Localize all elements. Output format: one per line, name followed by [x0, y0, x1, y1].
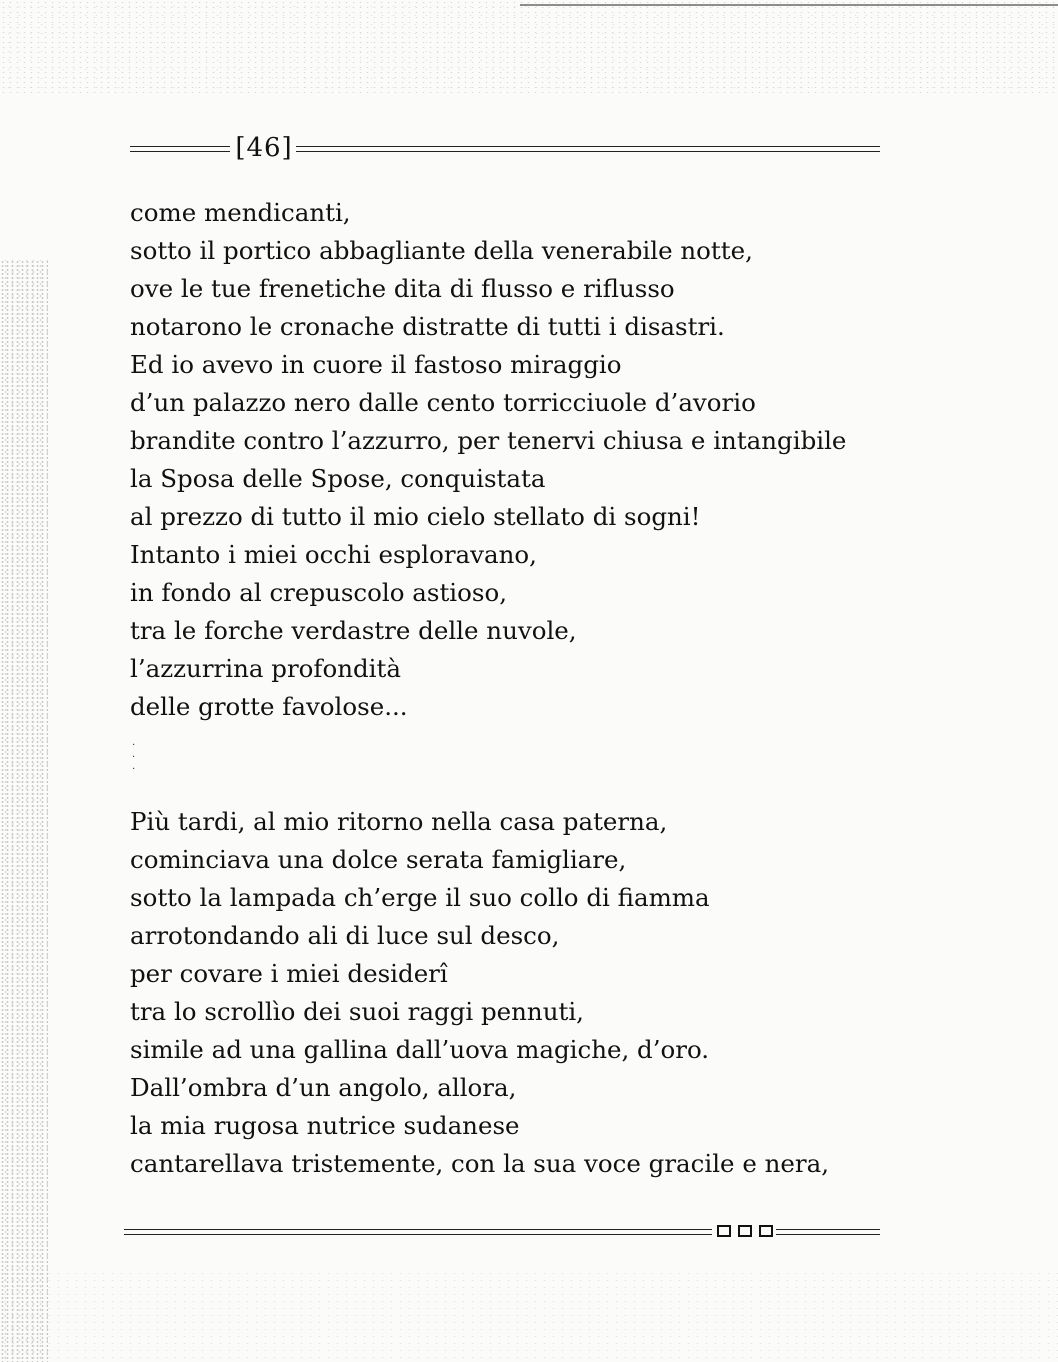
verse-line: notarono le cronache distratte di tutti i disastri.	[130, 312, 725, 341]
verse-line: arrotondando ali di luce sul desco,	[130, 921, 560, 950]
verse-line: tra lo scrollìo dei suoi raggi pennuti,	[130, 997, 584, 1026]
verse-line: Ed io avevo in cuore il fastoso miraggio	[130, 350, 622, 379]
stanza-2	[130, 803, 900, 1183]
verse-line: cominciava una dolce serata famigliare,	[130, 845, 627, 874]
page-footer	[124, 1224, 880, 1244]
ornament-box-icon	[738, 1225, 752, 1237]
verse-line: tra le forche verdastre delle nuvole,	[130, 616, 577, 645]
ornament-box-icon	[717, 1225, 731, 1237]
verse-line: in fondo al crepuscolo astioso,	[130, 578, 507, 607]
page-header	[130, 130, 880, 166]
ornament-box-icon	[759, 1225, 773, 1237]
verse-line: al prezzo di tutto il mio cielo stellato di sogni!	[130, 502, 701, 531]
verse-line: cantarellava tristemente, con la sua voce gracile e nera,	[130, 1149, 829, 1178]
verse-line: simile ad una gallina dall’uova magiche, d’oro.	[130, 1035, 710, 1064]
header-rule-left	[130, 146, 230, 152]
verse-line: brandite contro l’azzurro, per tenervi chiusa e intangibile	[130, 426, 847, 455]
verse-line: la Sposa delle Spose, conquistata	[130, 464, 546, 493]
scan-noise-top	[0, 0, 1058, 95]
verse-line: sotto il portico abbagliante della venerabile notte,	[130, 236, 753, 265]
verse-line: come mendicanti,	[130, 198, 351, 227]
header-rule-right	[296, 146, 880, 152]
verse-line: Più tardi, al mio ritorno nella casa paterna,	[130, 807, 668, 836]
verse-line: ove le tue frenetiche dita di flusso e riflusso	[130, 274, 675, 303]
footer-rule-left	[124, 1229, 712, 1235]
verse-line: per covare i miei desiderî	[130, 959, 448, 988]
verse-line: la mia rugosa nutrice sudanese	[130, 1111, 520, 1140]
verse-line: sotto la lampada ch’erge il suo collo di fiamma	[130, 883, 710, 912]
footer-ornament	[717, 1225, 773, 1237]
stanza-separator: · · ·	[132, 740, 136, 775]
stanza-1	[130, 194, 900, 726]
scan-noise-bottom	[0, 1270, 1058, 1362]
verse-line: Dall’ombra d’un angolo, allora,	[130, 1073, 517, 1102]
page-number: [46]	[235, 133, 293, 163]
verse-line: d’un palazzo nero dalle cento torricciuole d’avorio	[130, 388, 756, 417]
scan-noise-left	[0, 260, 48, 1362]
verse-line: l’azzurrina profondità	[130, 654, 401, 683]
verse-line: delle grotte favolose...	[130, 692, 408, 721]
footer-rule-right	[776, 1229, 880, 1235]
verse-line: Intanto i miei occhi esploravano,	[130, 540, 537, 569]
scan-edge	[520, 4, 1058, 6]
